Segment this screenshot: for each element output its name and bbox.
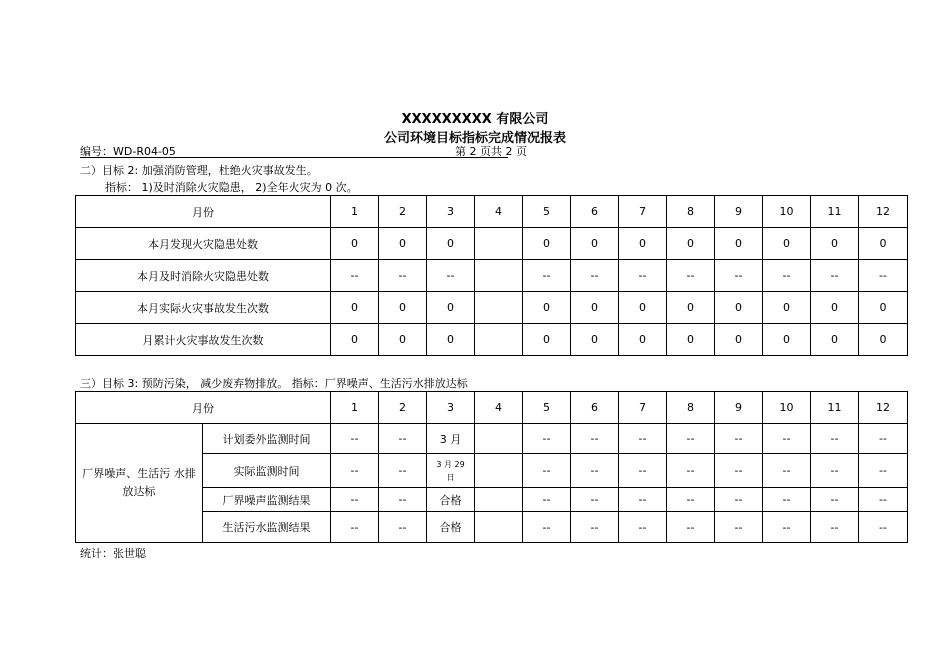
table-cell: 0 xyxy=(379,324,427,356)
table-cell: -- xyxy=(763,488,811,512)
table-cell: 0 xyxy=(379,228,427,260)
month-cell: 5 xyxy=(523,392,571,424)
row-label: 生活污水监测结果 xyxy=(203,512,331,543)
table-cell: 0 xyxy=(619,228,667,260)
month-cell: 2 xyxy=(379,392,427,424)
doc-info-line xyxy=(80,143,527,158)
table-cell: 合格 xyxy=(427,488,475,512)
row-label: 本月及时消除火灾隐患处数 xyxy=(76,260,331,292)
table-cell: 0 xyxy=(427,324,475,356)
table-cell: 0 xyxy=(619,324,667,356)
table-cell: -- xyxy=(619,512,667,543)
section2-heading: 二）目标 2: 加强消防管理，杜绝火灾事故发生。 xyxy=(80,164,318,177)
table-cell: 0 xyxy=(427,292,475,324)
month-cell: 12 xyxy=(859,392,908,424)
table-cell: -- xyxy=(619,488,667,512)
table-header-row xyxy=(76,196,908,228)
table-cell: -- xyxy=(379,260,427,292)
table-cell: -- xyxy=(667,260,715,292)
month-cell: 5 xyxy=(523,196,571,228)
table-cell: -- xyxy=(859,512,908,543)
month-header-label: 月份 xyxy=(76,196,331,228)
table-cell: -- xyxy=(571,454,619,488)
table-cell: -- xyxy=(715,488,763,512)
section2-indicators: 指标： 1)及时消除火灾隐患， 2)全年火灾为 0 次。 xyxy=(105,181,358,194)
month-cell: 1 xyxy=(331,196,379,228)
row-label: 实际监测时间 xyxy=(203,454,331,488)
table-cell: -- xyxy=(379,424,427,454)
table-cell: -- xyxy=(859,454,908,488)
table-cell xyxy=(475,260,523,292)
table-cell: -- xyxy=(811,488,859,512)
month-cell: 4 xyxy=(475,196,523,228)
table-cell: -- xyxy=(715,260,763,292)
month-cell: 9 xyxy=(715,392,763,424)
table-cell: 0 xyxy=(763,292,811,324)
table-cell xyxy=(475,488,523,512)
table-cell: -- xyxy=(667,424,715,454)
row-label: 本月实际火灾事故发生次数 xyxy=(76,292,331,324)
month-cell: 7 xyxy=(619,196,667,228)
table-cell: -- xyxy=(763,454,811,488)
table-cell: -- xyxy=(811,260,859,292)
table-row xyxy=(76,292,908,324)
month-cell: 8 xyxy=(667,392,715,424)
table-cell: -- xyxy=(859,488,908,512)
table-cell: 0 xyxy=(571,292,619,324)
month-cell: 4 xyxy=(475,392,523,424)
month-cell: 10 xyxy=(763,392,811,424)
row-label: 本月发现火灾隐患处数 xyxy=(76,228,331,260)
table-cell: -- xyxy=(379,512,427,543)
table-cell: -- xyxy=(667,454,715,488)
table-cell: 0 xyxy=(571,324,619,356)
table-header-row xyxy=(76,392,908,424)
statistician-signature: 统计：张世聪 xyxy=(80,547,146,560)
table-cell: -- xyxy=(763,424,811,454)
table-cell: -- xyxy=(715,512,763,543)
table-cell: -- xyxy=(715,424,763,454)
table-row xyxy=(76,228,908,260)
table-cell xyxy=(475,292,523,324)
table-cell: -- xyxy=(331,424,379,454)
table-cell: 3 月 29 日 xyxy=(427,454,475,488)
table-cell: 合格 xyxy=(427,512,475,543)
table-cell xyxy=(475,228,523,260)
month-cell: 7 xyxy=(619,392,667,424)
table-cell: 0 xyxy=(859,228,908,260)
month-cell: 12 xyxy=(859,196,908,228)
table-cell xyxy=(475,424,523,454)
table-cell: 0 xyxy=(331,324,379,356)
month-cell: 6 xyxy=(571,196,619,228)
table-cell: 0 xyxy=(811,324,859,356)
table-row xyxy=(76,424,908,454)
table-cell: -- xyxy=(667,488,715,512)
table-cell: -- xyxy=(571,488,619,512)
month-cell: 2 xyxy=(379,196,427,228)
row-label: 厂界噪声监测结果 xyxy=(203,488,331,512)
table-cell: -- xyxy=(331,512,379,543)
table-cell: 0 xyxy=(379,292,427,324)
table-cell: 0 xyxy=(523,292,571,324)
table-cell: 0 xyxy=(811,228,859,260)
month-cell: 11 xyxy=(811,196,859,228)
table-cell: 0 xyxy=(523,324,571,356)
target3-table xyxy=(75,391,908,543)
table-cell: -- xyxy=(811,512,859,543)
target2-table xyxy=(75,195,908,356)
table-cell: 0 xyxy=(571,228,619,260)
table-cell: -- xyxy=(523,488,571,512)
table-cell: 0 xyxy=(859,292,908,324)
table-cell: -- xyxy=(619,424,667,454)
month-cell: 1 xyxy=(331,392,379,424)
table-cell: -- xyxy=(571,424,619,454)
table-cell: 0 xyxy=(763,324,811,356)
table-cell: 0 xyxy=(667,228,715,260)
table-cell: 0 xyxy=(763,228,811,260)
table-cell: 0 xyxy=(715,292,763,324)
table-cell: -- xyxy=(619,260,667,292)
table-cell: -- xyxy=(763,512,811,543)
month-cell: 3 xyxy=(427,392,475,424)
table-cell: -- xyxy=(571,260,619,292)
month-cell: 8 xyxy=(667,196,715,228)
table-cell: -- xyxy=(379,488,427,512)
table-cell: 0 xyxy=(427,228,475,260)
month-cell: 6 xyxy=(571,392,619,424)
table-cell: -- xyxy=(523,512,571,543)
table-cell xyxy=(475,454,523,488)
table-cell: -- xyxy=(715,454,763,488)
month-cell: 3 xyxy=(427,196,475,228)
month-cell: 10 xyxy=(763,196,811,228)
table-cell: -- xyxy=(523,260,571,292)
table-cell: -- xyxy=(763,260,811,292)
company-name: XXXXXXXXX 有限公司 xyxy=(401,112,549,127)
month-header-label: 月份 xyxy=(76,392,331,424)
doc-number: 编号：WD-R04-05 xyxy=(80,145,176,158)
table-row xyxy=(76,260,908,292)
table-cell: -- xyxy=(379,454,427,488)
table-cell: 0 xyxy=(667,324,715,356)
table-cell: -- xyxy=(619,454,667,488)
table-cell: -- xyxy=(523,454,571,488)
table-cell: 0 xyxy=(715,324,763,356)
table-cell: -- xyxy=(427,260,475,292)
table-row xyxy=(76,324,908,356)
table-cell: -- xyxy=(811,424,859,454)
page-number: 第 2 页共 2 页 xyxy=(455,145,527,158)
report-title: 公司环境目标指标完成情况报表 xyxy=(383,131,566,146)
table-cell: -- xyxy=(331,260,379,292)
group-label: 厂界噪声、生活污 水排放达标 xyxy=(76,424,203,543)
table-cell: -- xyxy=(571,512,619,543)
table-cell: 0 xyxy=(331,228,379,260)
table-cell: 0 xyxy=(619,292,667,324)
table-cell: 0 xyxy=(667,292,715,324)
table-cell: -- xyxy=(859,260,908,292)
table-cell xyxy=(475,324,523,356)
table-cell: 0 xyxy=(811,292,859,324)
month-cell: 9 xyxy=(715,196,763,228)
table-cell: 3 月 xyxy=(427,424,475,454)
section3-heading: 三）目标 3: 预防污染， 减少废弃物排放。 指标：厂界噪声、生活污水排放达标 xyxy=(80,377,468,390)
table-cell: 0 xyxy=(715,228,763,260)
row-label: 月累计火灾事故发生次数 xyxy=(76,324,331,356)
table-cell: -- xyxy=(859,424,908,454)
table-cell: -- xyxy=(523,424,571,454)
month-cell: 11 xyxy=(811,392,859,424)
table-cell: 0 xyxy=(523,228,571,260)
table-cell: 0 xyxy=(331,292,379,324)
table-cell: 0 xyxy=(859,324,908,356)
table-cell: -- xyxy=(667,512,715,543)
table-cell: -- xyxy=(331,454,379,488)
table-cell: -- xyxy=(331,488,379,512)
table-cell xyxy=(475,512,523,543)
table-cell: -- xyxy=(811,454,859,488)
row-label: 计划委外监测时间 xyxy=(203,424,331,454)
